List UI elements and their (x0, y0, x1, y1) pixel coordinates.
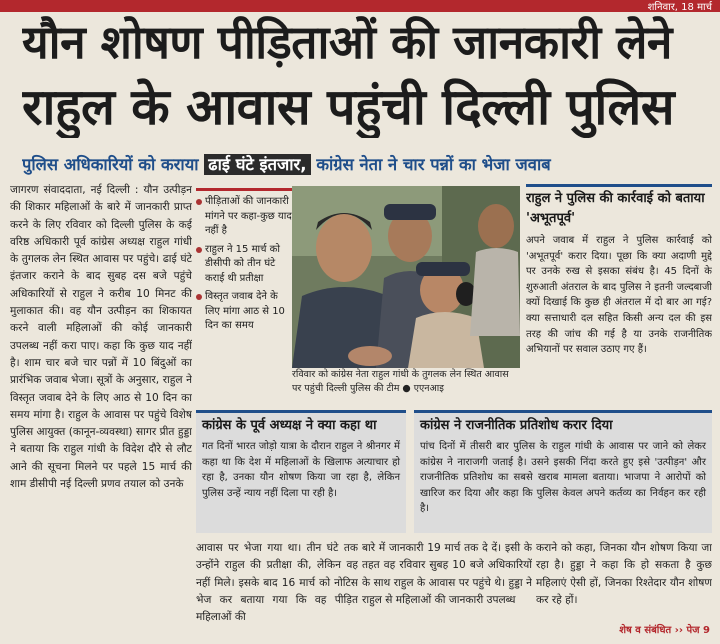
key-points-rule (196, 188, 292, 191)
photo-caption: रविवार को कांग्रेस नेता राहुल गांधी के तुगलक लेन स्थित आवास पर पहुंची दिल्ली पुलिस की टीम ● एएनआइ (292, 369, 509, 394)
headline-line-2: राहुल के आवास पहुंची दिल्ली पुलिस (22, 78, 675, 136)
top-strip (0, 0, 720, 12)
news-photo (292, 186, 520, 368)
key-point: राहुल ने 15 मार्च को डीसीपी को तीन घंटे कराई थी प्रतीक्षा (196, 243, 292, 287)
info-box-right-body: पांच दिनों में तीसरी बार पुलिस के राहुल गांधी के आवास पर जाने को लेकर कांग्रेस ने नाराजगी जताई है। उसने इसकी निंदा करते हुए इसे 'उत्पीड़न' और राजनीतिक प्रतिशोध का सबसे खराब मामला बताया। भाजपा ने आरोपों को खारिज कर दिया और कहा कि पुलिस केवल अपने कर्तव्य का निर्वहन कर रही है। (420, 441, 706, 515)
key-point: विस्तृत जवाब देने के लिए मांगा आठ से 10 दिन का समय (196, 290, 292, 334)
info-box-right-title: कांग्रेस ने राजनीतिक प्रतिशोध करार दिया (420, 418, 613, 433)
sidebar-story (526, 184, 712, 404)
info-box-right (414, 410, 712, 533)
story-continuation-column: आवास पर भेजा गया था। तीन घंटे तक उन्होंने राहुल की प्रतीक्षा की, लेकिन वह नहीं मिले। इसके बाद 16 मार्च को नोटिस भेज कर बताया गया कि वह पीड़ित महिलाओं की (196, 542, 358, 624)
key-points (196, 188, 292, 382)
subheadline-highlight: ढाई घंटे इंतजार, (204, 154, 310, 175)
headline-line-1: यौन शोषण पीड़िताओं की जानकारी लेने (22, 15, 672, 69)
story-continuation-column: कराने को कहा, जिनका यौन शोषण किया जा रहा है। हुड्डा ने कहा कि हो सकता है कुछ महिलाएं ऐसी हों, जिनका रिश्तेदार यौन शोषण कर रहे हों। (536, 542, 712, 606)
subheadline (22, 150, 714, 180)
main-story-column: जागरण संवाददाता, नई दिल्ली : यौन उत्पीड़न की शिकार महिलाओं के बारे में जानकारी प्राप्त करने के लिए रविवार को दिल्ली पुलिस के कई वरिष्ठ अधिकारी पूर्व कांग्रेस अध्यक्ष राहुल गांधी के तुगलक लेन स्थित आवास पर पहुंचे। ढाई घंटे इंतजार कराने के बाद सुबह दस बजे पहुंचे अधिकारियों से राहुल ने करीब 10 मिनट की मुलाकात की। वह यौन उत्पीड़न का शिकायत करने वाली महिलाओं की कोई जानकारी उपलब्ध नहीं करा पाए। कहा कि कुछ याद नहीं है। शाम चार बजे चार पन्नों में 10 बिंदुओं का प्रारंभिक जवाब भेजा। सूत्रों के अनुसार, राहुल ने विस्तृत जवाब देने के लिए आठ से 10 दिन का समय मांगा है। राहुल के आवास पर पहुंचे विशेष पुलिस आयुक्त (कानून-व्यवस्था) सागर प्रीत हुड्डा ने बताया कि राहुल गांधी के विदेश दौरे से लौट आने की सूचना मिलने पर पहले 15 मार्च की शाम डीसीपी नई दिल्ली प्रणव तयाल को उनके (10, 184, 192, 491)
subheadline-part-2: कांग्रेस नेता ने चार पन्नों का भेजा जवाब (316, 155, 551, 174)
info-box-left-title: कांग्रेस के पूर्व अध्यक्ष ने क्या कहा था (202, 418, 377, 433)
info-box-left (196, 410, 406, 533)
info-box-left-body: गत दिनों भारत जोड़ो यात्रा के दौरान राहुल ने श्रीनगर में कहा था कि देश में महिलाओं के खिलाफ अत्याचार हो रहा है, उनका यौन शोषण किया जा रहा है, लेकिन पुलिस उन्हें न्याय नहीं दिला पा रही है। (202, 441, 400, 499)
story-continuation-column: बारे में जानकारी 19 मार्च तक दे दें। इसी के तहत वह रविवार सुबह 10 बजे अधिकारियों के साथ राहुल के आवास पर पहुंचे थे। हुड्डा ने राहुल से महिलाओं की जानकारी उपलब्ध (362, 542, 532, 606)
subheadline-part-1: पुलिस अधिकारियों को कराया (22, 155, 199, 174)
top-strip-date: शनिवार, 18 मार्च (647, 2, 712, 13)
news-photo-illustration (292, 186, 520, 368)
key-point: पीड़िताओं की जानकारी मांगने पर कहा-कुछ याद नहीं है (196, 195, 292, 239)
sidebar-body: अपने जवाब में राहुल ने पुलिस कार्रवाई को 'अभूतपूर्व' करार दिया। पूछा कि क्या अदाणी मुद्दे पर उनके रुख से इसका संबंध है। 45 दिनों के शुरुआती अंतराल के बाद पुलिस ने इतनी जल्दबाजी क्यों दिखाई कि कुछ ही अंतराल में दो बार आ गई? क्या सत्ताधारी दल सहित किसी अन्य दल की इस तरह की जांच की गई है या उनके राजनीतिक अभियानों पर सवाल उठाए गए हैं। (526, 235, 712, 356)
continued-on-page-link[interactable]: शेष व संबंधित ›› पेज 9 (619, 625, 710, 636)
sidebar-title: राहुल ने पुलिस की कार्रवाई को बताया 'अभूतपूर्व' (526, 184, 712, 229)
